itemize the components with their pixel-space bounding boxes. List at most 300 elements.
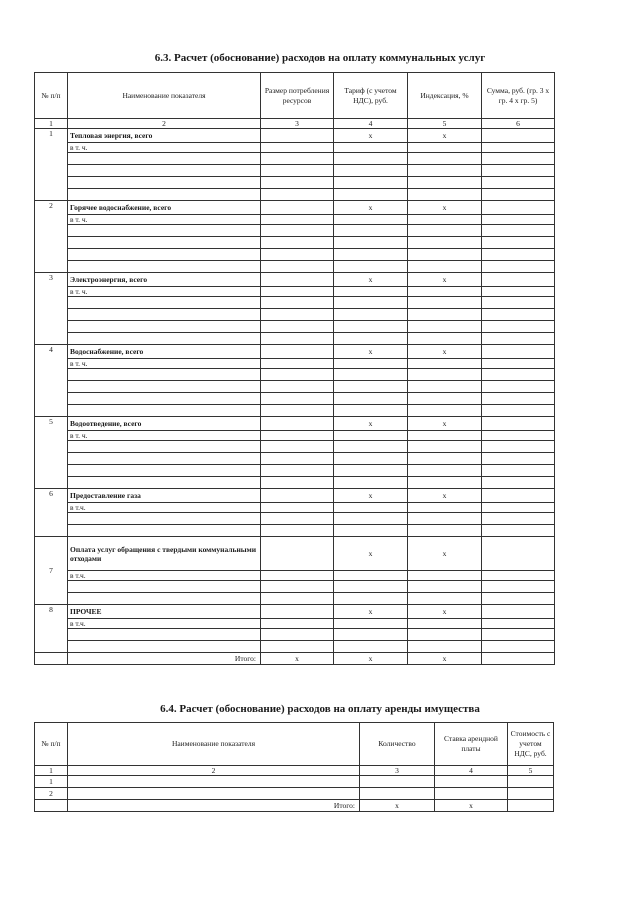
empty-cell xyxy=(334,249,408,261)
empty-cell xyxy=(68,249,261,261)
empty-cell xyxy=(482,477,555,489)
empty-cell xyxy=(334,359,408,369)
row-number: 7 xyxy=(35,537,68,605)
empty-cell xyxy=(408,225,482,237)
empty-cell xyxy=(408,333,482,345)
empty-cell xyxy=(408,441,482,453)
empty-cell xyxy=(334,581,408,593)
empty-cell xyxy=(261,359,334,369)
empty-cell xyxy=(334,431,408,441)
empty-cell xyxy=(261,593,334,605)
sub-row xyxy=(35,581,555,593)
sub-row xyxy=(35,393,555,405)
table-row xyxy=(35,776,554,788)
empty-cell xyxy=(482,441,555,453)
empty-cell xyxy=(35,800,68,812)
empty-cell xyxy=(261,393,334,405)
empty-cell xyxy=(408,581,482,593)
empty-cell xyxy=(261,381,334,393)
empty-cell xyxy=(482,143,555,153)
empty-cell xyxy=(482,165,555,177)
row-number: 1 xyxy=(35,129,68,201)
empty-cell xyxy=(334,513,408,525)
empty-cell xyxy=(261,581,334,593)
empty-cell xyxy=(334,215,408,225)
row-number: 1 xyxy=(35,776,68,788)
group-row xyxy=(35,201,555,215)
empty-cell xyxy=(261,177,334,189)
empty-cell xyxy=(408,237,482,249)
sub-row xyxy=(35,143,555,153)
col-number: 1 xyxy=(35,119,68,129)
empty-cell xyxy=(435,788,508,800)
empty-cell xyxy=(482,629,555,641)
empty-cell xyxy=(408,287,482,297)
total-size: х xyxy=(261,653,334,665)
empty-cell xyxy=(482,581,555,593)
sub-label: в т. ч. xyxy=(68,287,261,297)
empty-cell xyxy=(261,333,334,345)
sub-row xyxy=(35,249,555,261)
empty-cell xyxy=(261,629,334,641)
size-cell xyxy=(261,345,334,359)
col-number: 4 xyxy=(435,766,508,776)
empty-cell xyxy=(408,431,482,441)
empty-cell xyxy=(261,237,334,249)
empty-cell xyxy=(68,225,261,237)
empty-cell xyxy=(261,405,334,417)
empty-cell xyxy=(261,453,334,465)
sub-label: в т. ч. xyxy=(68,215,261,225)
empty-cell xyxy=(360,776,435,788)
sub-row xyxy=(35,477,555,489)
empty-cell xyxy=(261,321,334,333)
empty-cell xyxy=(261,297,334,309)
total-tariff: х xyxy=(334,653,408,665)
index-cell: х xyxy=(408,273,482,287)
empty-cell xyxy=(261,503,334,513)
empty-cell xyxy=(334,333,408,345)
total-rate: х xyxy=(435,800,508,812)
sub-row xyxy=(35,453,555,465)
sub-row xyxy=(35,237,555,249)
empty-cell xyxy=(68,369,261,381)
empty-cell xyxy=(334,641,408,653)
empty-cell xyxy=(482,641,555,653)
empty-cell xyxy=(508,776,554,788)
empty-cell xyxy=(408,189,482,201)
header-tariff: Тариф (с учетом НДС), руб. xyxy=(334,73,408,119)
row-name: Тепловая энергия, всего xyxy=(68,129,261,143)
empty-cell xyxy=(334,321,408,333)
empty-cell xyxy=(334,465,408,477)
empty-cell xyxy=(68,453,261,465)
sub-row xyxy=(35,215,555,225)
empty-cell xyxy=(408,165,482,177)
sub-row xyxy=(35,441,555,453)
empty-cell xyxy=(68,629,261,641)
size-cell xyxy=(261,537,334,571)
empty-cell xyxy=(482,297,555,309)
empty-cell xyxy=(334,369,408,381)
empty-cell xyxy=(334,405,408,417)
row-name: ПРОЧЕЕ xyxy=(68,605,261,619)
empty-cell xyxy=(68,177,261,189)
empty-cell xyxy=(35,653,68,665)
sum-cell xyxy=(482,489,555,503)
empty-cell xyxy=(334,477,408,489)
sum-cell xyxy=(482,537,555,571)
col-number: 2 xyxy=(68,766,360,776)
total-index: х xyxy=(408,653,482,665)
empty-cell xyxy=(334,593,408,605)
empty-cell xyxy=(334,393,408,405)
row-name: Водоотведение, всего xyxy=(68,417,261,431)
empty-cell xyxy=(482,381,555,393)
index-cell: х xyxy=(408,201,482,215)
col-number: 2 xyxy=(68,119,261,129)
sub-row xyxy=(35,525,555,537)
empty-cell xyxy=(482,405,555,417)
empty-cell xyxy=(261,641,334,653)
empty-cell xyxy=(408,513,482,525)
empty-cell xyxy=(68,165,261,177)
empty-cell xyxy=(482,153,555,165)
empty-cell xyxy=(334,189,408,201)
empty-cell xyxy=(261,143,334,153)
empty-cell xyxy=(482,465,555,477)
sub-row xyxy=(35,619,555,629)
row-number: 6 xyxy=(35,489,68,537)
empty-cell xyxy=(334,297,408,309)
header-name: Наименование показателя xyxy=(68,73,261,119)
total-qty: х xyxy=(360,800,435,812)
sub-label: в т. ч. xyxy=(68,431,261,441)
empty-cell xyxy=(261,431,334,441)
header-size: Размер потребления ресурсов xyxy=(261,73,334,119)
empty-cell xyxy=(68,441,261,453)
sub-row xyxy=(35,405,555,417)
empty-cell xyxy=(482,321,555,333)
empty-cell xyxy=(408,143,482,153)
sub-label: в т.ч. xyxy=(68,619,261,629)
empty-cell xyxy=(68,513,261,525)
sum-cell xyxy=(482,605,555,619)
group-row xyxy=(35,605,555,619)
empty-cell xyxy=(334,225,408,237)
empty-cell xyxy=(68,189,261,201)
section-6-4-title: 6.4. Расчет (обоснование) расходов на оплату аренды имущества xyxy=(160,703,480,715)
col-number: 3 xyxy=(261,119,334,129)
row-number: 3 xyxy=(35,273,68,345)
empty-cell xyxy=(68,788,360,800)
tariff-cell: х xyxy=(334,537,408,571)
empty-cell xyxy=(482,593,555,605)
section-6-3-title: 6.3. Расчет (обоснование) расходов на оплату коммунальных услуг xyxy=(154,52,486,64)
sub-row xyxy=(35,359,555,369)
col-number: 4 xyxy=(334,119,408,129)
sub-row xyxy=(35,431,555,441)
column-number-row xyxy=(35,766,554,776)
empty-cell xyxy=(68,333,261,345)
header-name: Наименование показателя xyxy=(68,723,360,766)
empty-cell xyxy=(408,453,482,465)
empty-cell xyxy=(482,215,555,225)
total-label: Итого: xyxy=(68,653,261,665)
empty-cell xyxy=(261,513,334,525)
empty-cell xyxy=(482,225,555,237)
sub-row xyxy=(35,465,555,477)
sub-row xyxy=(35,629,555,641)
size-cell xyxy=(261,489,334,503)
row-number: 2 xyxy=(35,788,68,800)
empty-cell xyxy=(334,453,408,465)
index-cell: х xyxy=(408,345,482,359)
empty-cell xyxy=(360,788,435,800)
empty-cell xyxy=(334,143,408,153)
sub-row xyxy=(35,641,555,653)
empty-cell xyxy=(68,297,261,309)
empty-cell xyxy=(68,393,261,405)
empty-cell xyxy=(482,571,555,581)
empty-cell xyxy=(261,369,334,381)
empty-cell xyxy=(261,477,334,489)
empty-cell xyxy=(334,629,408,641)
empty-cell xyxy=(408,405,482,417)
empty-cell xyxy=(408,249,482,261)
sum-cell xyxy=(482,273,555,287)
empty-cell xyxy=(334,441,408,453)
index-cell: х xyxy=(408,605,482,619)
empty-cell xyxy=(68,405,261,417)
header-num: № п/п xyxy=(35,723,68,766)
empty-cell xyxy=(68,237,261,249)
empty-cell xyxy=(334,571,408,581)
empty-cell xyxy=(435,776,508,788)
total-row xyxy=(35,800,554,812)
sub-row xyxy=(35,571,555,581)
total-cost xyxy=(508,800,554,812)
size-cell xyxy=(261,129,334,143)
empty-cell xyxy=(68,321,261,333)
empty-cell xyxy=(68,153,261,165)
sub-label: в т.ч. xyxy=(68,571,261,581)
empty-cell xyxy=(482,393,555,405)
empty-cell xyxy=(261,287,334,297)
empty-cell xyxy=(408,571,482,581)
empty-cell xyxy=(68,381,261,393)
empty-cell xyxy=(261,165,334,177)
sub-row xyxy=(35,321,555,333)
tariff-cell: х xyxy=(334,129,408,143)
empty-cell xyxy=(482,237,555,249)
utilities-table xyxy=(34,72,555,665)
empty-cell xyxy=(482,287,555,297)
table-row xyxy=(35,788,554,800)
empty-cell xyxy=(334,287,408,297)
empty-cell xyxy=(482,453,555,465)
empty-cell xyxy=(482,359,555,369)
empty-cell xyxy=(408,525,482,537)
sub-label: в т.ч. xyxy=(68,503,261,513)
empty-cell xyxy=(261,309,334,321)
empty-cell xyxy=(408,619,482,629)
size-cell xyxy=(261,605,334,619)
header-num: № п/п xyxy=(35,73,68,119)
row-name: Оплата услуг обращения с твердыми коммунальными отходами xyxy=(68,537,261,571)
empty-cell xyxy=(261,249,334,261)
sub-label: в т. ч. xyxy=(68,143,261,153)
empty-cell xyxy=(482,249,555,261)
empty-cell xyxy=(408,261,482,273)
empty-cell xyxy=(334,261,408,273)
empty-cell xyxy=(408,465,482,477)
tariff-cell: х xyxy=(334,273,408,287)
row-name: Электроэнергия, всего xyxy=(68,273,261,287)
sub-row xyxy=(35,513,555,525)
group-row xyxy=(35,537,555,571)
empty-cell xyxy=(334,309,408,321)
row-name: Водоснабжение, всего xyxy=(68,345,261,359)
sub-row xyxy=(35,381,555,393)
empty-cell xyxy=(68,477,261,489)
col-number: 1 xyxy=(35,766,68,776)
empty-cell xyxy=(482,513,555,525)
empty-cell xyxy=(261,225,334,237)
empty-cell xyxy=(334,153,408,165)
sub-row xyxy=(35,261,555,273)
group-row xyxy=(35,345,555,359)
empty-cell xyxy=(334,237,408,249)
row-number: 4 xyxy=(35,345,68,417)
header-index: Индексация, % xyxy=(408,73,482,119)
sub-row xyxy=(35,177,555,189)
sum-cell xyxy=(482,201,555,215)
group-row xyxy=(35,489,555,503)
empty-cell xyxy=(408,215,482,225)
empty-cell xyxy=(482,309,555,321)
header-cost: Стоимость с учетом НДС, руб. xyxy=(508,723,554,766)
sub-row xyxy=(35,189,555,201)
tariff-cell: х xyxy=(334,605,408,619)
empty-cell xyxy=(408,359,482,369)
empty-cell xyxy=(334,165,408,177)
index-cell: х xyxy=(408,129,482,143)
size-cell xyxy=(261,201,334,215)
tariff-cell: х xyxy=(334,201,408,215)
empty-cell xyxy=(68,309,261,321)
index-cell: х xyxy=(408,417,482,431)
header-qty: Количество xyxy=(360,723,435,766)
empty-cell xyxy=(334,381,408,393)
sub-row xyxy=(35,309,555,321)
empty-cell xyxy=(482,619,555,629)
row-name: Предоставление газа xyxy=(68,489,261,503)
sum-cell xyxy=(482,345,555,359)
empty-cell xyxy=(408,629,482,641)
sum-cell xyxy=(482,129,555,143)
size-cell xyxy=(261,417,334,431)
column-number-row xyxy=(35,119,555,129)
sub-row xyxy=(35,225,555,237)
empty-cell xyxy=(482,369,555,381)
empty-cell xyxy=(408,369,482,381)
sub-row xyxy=(35,297,555,309)
empty-cell xyxy=(68,525,261,537)
empty-cell xyxy=(408,297,482,309)
empty-cell xyxy=(408,321,482,333)
empty-cell xyxy=(408,177,482,189)
tariff-cell: х xyxy=(334,417,408,431)
group-row xyxy=(35,273,555,287)
row-number: 8 xyxy=(35,605,68,653)
empty-cell xyxy=(334,503,408,513)
sub-row xyxy=(35,503,555,513)
sub-row xyxy=(35,287,555,297)
empty-cell xyxy=(408,593,482,605)
empty-cell xyxy=(261,465,334,477)
empty-cell xyxy=(68,581,261,593)
sub-row xyxy=(35,333,555,345)
index-cell: х xyxy=(408,537,482,571)
empty-cell xyxy=(261,189,334,201)
empty-cell xyxy=(482,261,555,273)
size-cell xyxy=(261,273,334,287)
empty-cell xyxy=(482,503,555,513)
empty-cell xyxy=(334,525,408,537)
table-header-row xyxy=(35,73,555,119)
tariff-cell: х xyxy=(334,345,408,359)
empty-cell xyxy=(482,525,555,537)
sub-row xyxy=(35,593,555,605)
sub-label: в т. ч. xyxy=(68,359,261,369)
empty-cell xyxy=(68,261,261,273)
group-row xyxy=(35,129,555,143)
total-sum xyxy=(482,653,555,665)
col-number: 3 xyxy=(360,766,435,776)
empty-cell xyxy=(334,619,408,629)
empty-cell xyxy=(261,619,334,629)
empty-cell xyxy=(482,431,555,441)
empty-cell xyxy=(408,477,482,489)
empty-cell xyxy=(482,333,555,345)
col-number: 5 xyxy=(408,119,482,129)
empty-cell xyxy=(261,571,334,581)
empty-cell xyxy=(334,177,408,189)
empty-cell xyxy=(408,641,482,653)
group-row xyxy=(35,417,555,431)
empty-cell xyxy=(261,215,334,225)
rent-table xyxy=(34,722,554,812)
row-number: 2 xyxy=(35,201,68,273)
empty-cell xyxy=(68,593,261,605)
empty-cell xyxy=(261,525,334,537)
empty-cell xyxy=(68,641,261,653)
row-name: Горячее водоснабжение, всего xyxy=(68,201,261,215)
empty-cell xyxy=(408,381,482,393)
empty-cell xyxy=(68,465,261,477)
empty-cell xyxy=(261,441,334,453)
empty-cell xyxy=(68,776,360,788)
header-sum: Сумма, руб. (гр. 3 х гр. 4 х гр. 5) xyxy=(482,73,555,119)
total-label: Итого: xyxy=(68,800,360,812)
tariff-cell: х xyxy=(334,489,408,503)
header-rate: Ставка арендной платы xyxy=(435,723,508,766)
sub-row xyxy=(35,369,555,381)
table-header-row xyxy=(35,723,554,766)
empty-cell xyxy=(408,393,482,405)
sub-row xyxy=(35,153,555,165)
